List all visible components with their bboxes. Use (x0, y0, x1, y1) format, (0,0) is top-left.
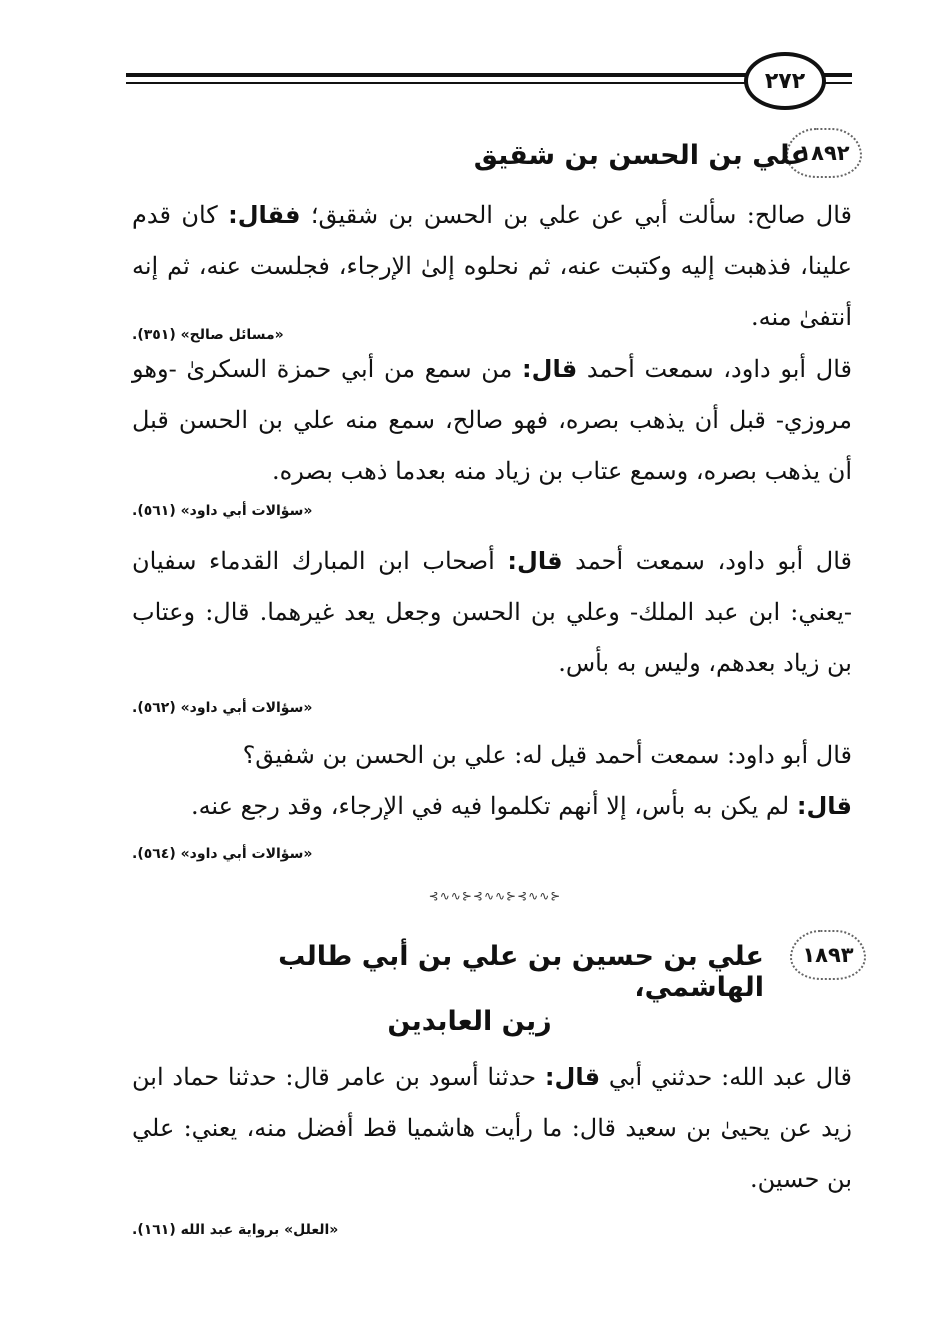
paragraph: قال أبو داود، سمعت أحمد قال: من سمع من أبي حمزة السكرىٰ -وهو مروزي- قبل أن يذهب بصره، فهو صالح، سمع منه علي بن الحسن قبل أن يذهب بصره، وسمع عتاب بن زياد منه بعدما ذهب بصره. (132, 355, 852, 485)
page-number: ٢٧٢ (744, 52, 826, 110)
section-divider: ⊰∿∿⊱⊰∿∿⊱⊰∿∿⊱ (428, 889, 562, 903)
entry-title: علي بن حسين بن علي بن أبي طالب الهاشمي، (278, 941, 764, 1003)
entry-title: علي بن الحسن بن شقيق (473, 140, 809, 171)
source-reference: «سؤالات أبي داود» (٥٦٤). (132, 846, 313, 862)
entry-number-badge: ١٨٩٣ (790, 930, 866, 980)
header-rule (126, 73, 746, 77)
paragraph: قال صالح: سألت أبي عن علي بن الحسن بن شقيق؛ فقال: كان قدم علينا، فذهبت إليه وكتبت عنه، ثم نحلوه إلىٰ الإرجاء، فجلست عنه، ثم إنه أنتفىٰ منه. «مسائل صالح» (٣٥١). (132, 190, 852, 361)
header-rule-stub (822, 73, 852, 77)
source-reference: «العلل» برواية عبد الله (١٦١). (132, 1222, 339, 1238)
paragraph: قال عبد الله: حدثني أبي قال: حدثنا أسود بن عامر قال: حدثنا حماد ابن زيد عن يحيىٰ بن سعيد قال: ما رأيت هاشميا قط أفضل منه، يعني: علي بن حسين. (132, 1063, 852, 1193)
source-reference: «سؤالات أبي داود» (٥٦٢). (132, 700, 313, 716)
entry-subtitle: زين العابدين (387, 1006, 552, 1037)
source-reference: «سؤالات أبي داود» (٥٦١). (132, 503, 313, 519)
entry-number-badge: ١٨٩٢ (786, 128, 862, 178)
source-reference: «مسائل صالح» (٣٥١). (132, 327, 284, 343)
paragraph: قال أبو داود: سمعت أحمد قيل له: علي بن الحسن بن شفيق؟ قال: لم يكن به بأس، إلا أنهم تكلموا فيه في الإرجاء، وقد رجع عنه. (190, 741, 852, 820)
paragraph: قال أبو داود، سمعت أحمد قال: أصحاب ابن المبارك القدماء سفيان -يعني: ابن عبد الملك- وعلي بن الحسن وجعل يعد غيرهما. قال: وعتاب بن زياد بعدهم، وليس به بأس. (132, 547, 852, 677)
header-rule-stub-thin (822, 82, 852, 84)
header-rule-thin (126, 82, 746, 84)
